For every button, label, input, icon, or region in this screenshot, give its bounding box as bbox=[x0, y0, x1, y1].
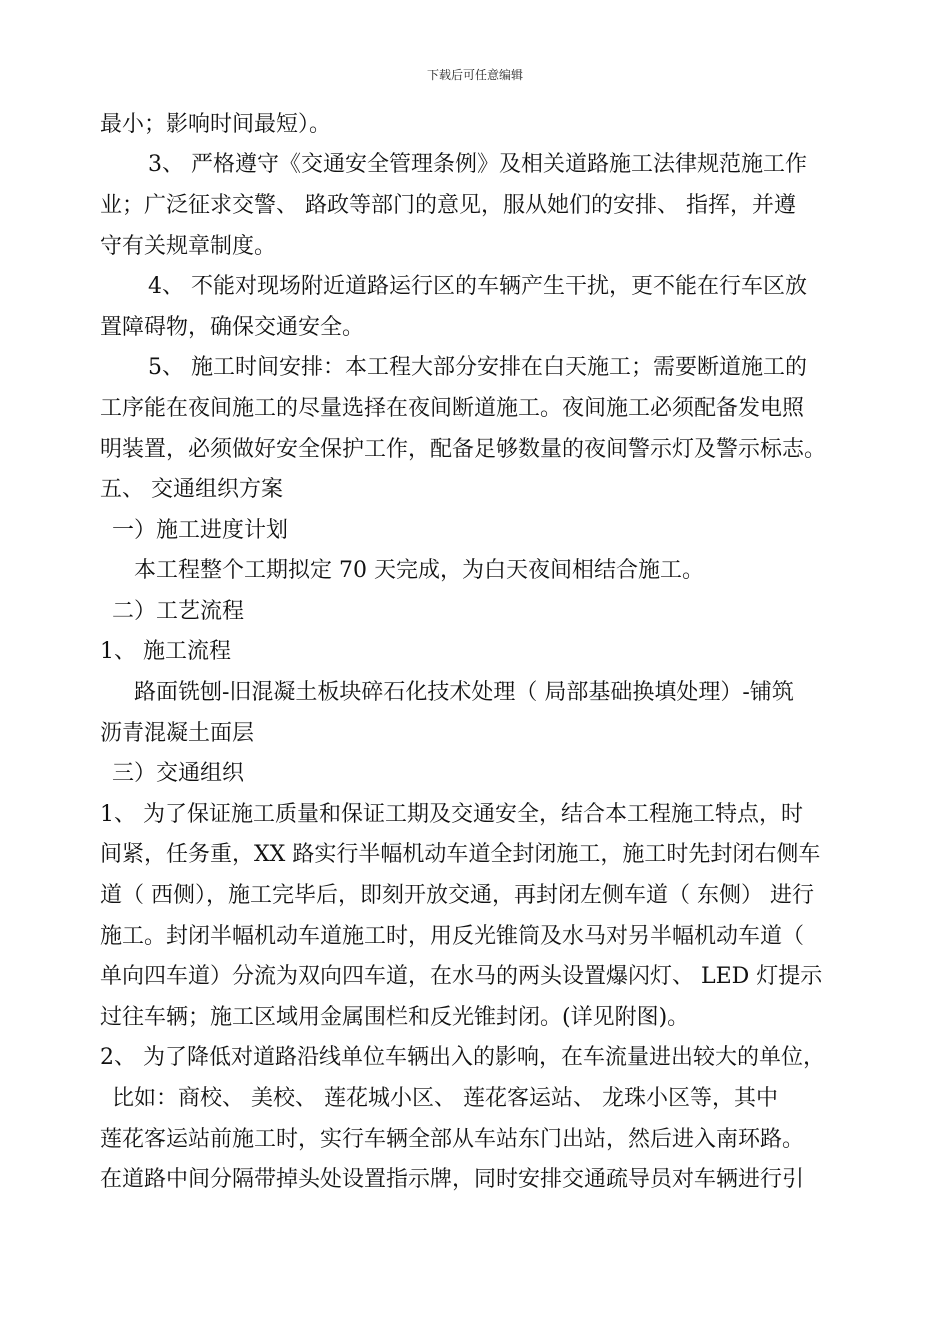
text-line: 业；广泛征求交警、 路政等部门的意见，服从她们的安排、 指挥，并遵 bbox=[100, 193, 796, 218]
subsection-heading: 一）施工进度计划 bbox=[112, 518, 289, 543]
text-line: 最小；影响时间最短）。 bbox=[100, 112, 332, 137]
text-line: 比如：商校、 美校、 莲花城小区、 莲花客运站、 龙珠小区等，其中 bbox=[112, 1086, 778, 1111]
text-line: 4、 不能对现场附近道路运行区的车辆产生干扰，更不能在行车区放 bbox=[148, 274, 807, 299]
text-line: 守有关规章制度。 bbox=[100, 234, 277, 259]
text-line: 沥青混凝土面层 bbox=[100, 721, 255, 746]
text-line: 间紧，任务重，XX 路实行半幅机动车道全封闭施工，施工时先封闭右侧车 bbox=[100, 842, 821, 867]
text-line: 过往车辆；施工区域用金属围栏和反光锥封闭。(详见附图)。 bbox=[100, 1005, 690, 1030]
text-line: 施工。封闭半幅机动车道施工时，用反光锥筒及水马对另半幅机动车道（ bbox=[100, 924, 805, 949]
text-line: 莲花客运站前施工时，实行车辆全部从车站东门出站，然后进入南环路。 bbox=[100, 1127, 805, 1152]
subsection-heading: 二）工艺流程 bbox=[112, 599, 245, 624]
text-line: 置障碍物，确保交通安全。 bbox=[100, 315, 365, 340]
text-line: 工序能在夜间施工的尽量选择在夜间断道施工。夜间施工必须配备发电照 bbox=[100, 396, 805, 421]
subsection-heading: 三）交通组织 bbox=[112, 761, 245, 786]
text-line: 1、 为了保证施工质量和保证工期及交通安全，结合本工程施工特点，时 bbox=[100, 802, 803, 827]
text-line: 道（ 西侧），施工完毕后，即刻开放交通，再封闭左侧车道（ 东侧） 进行 bbox=[100, 883, 814, 908]
text-line: 本工程整个工期拟定 70 天完成，为白天夜间相结合施工。 bbox=[134, 558, 704, 583]
text-line: 单向四车道）分流为双向四车道，在水马的两头设置爆闪灯、 LED 灯提示 bbox=[100, 964, 823, 989]
text-line: 2、 为了降低对道路沿线单位车辆出入的影响，在车流量进出较大的单位， bbox=[100, 1045, 825, 1070]
text-line: 3、 严格遵守《交通安全管理条例》及相关道路施工法律规范施工作 bbox=[148, 152, 807, 177]
text-line: 在道路中间分隔带掉头处设置指示牌，同时安排交通疏导员对车辆进行引 bbox=[100, 1167, 805, 1192]
text-line: 明装置，必须做好安全保护工作，配备足够数量的夜间警示灯及警示标志。 bbox=[100, 437, 827, 462]
section-heading: 五、 交通组织方案 bbox=[100, 477, 283, 502]
text-line: 5、 施工时间安排：本工程大部分安排在白天施工；需要断道施工的 bbox=[148, 355, 807, 380]
text-line: 路面铣刨-旧混凝土板块碎石化技术处理（ 局部基础换填处理）-铺筑 bbox=[134, 680, 794, 705]
text-line: 1、 施工流程 bbox=[100, 639, 231, 664]
page-header-note: 下载后可任意编辑 bbox=[426, 68, 523, 82]
